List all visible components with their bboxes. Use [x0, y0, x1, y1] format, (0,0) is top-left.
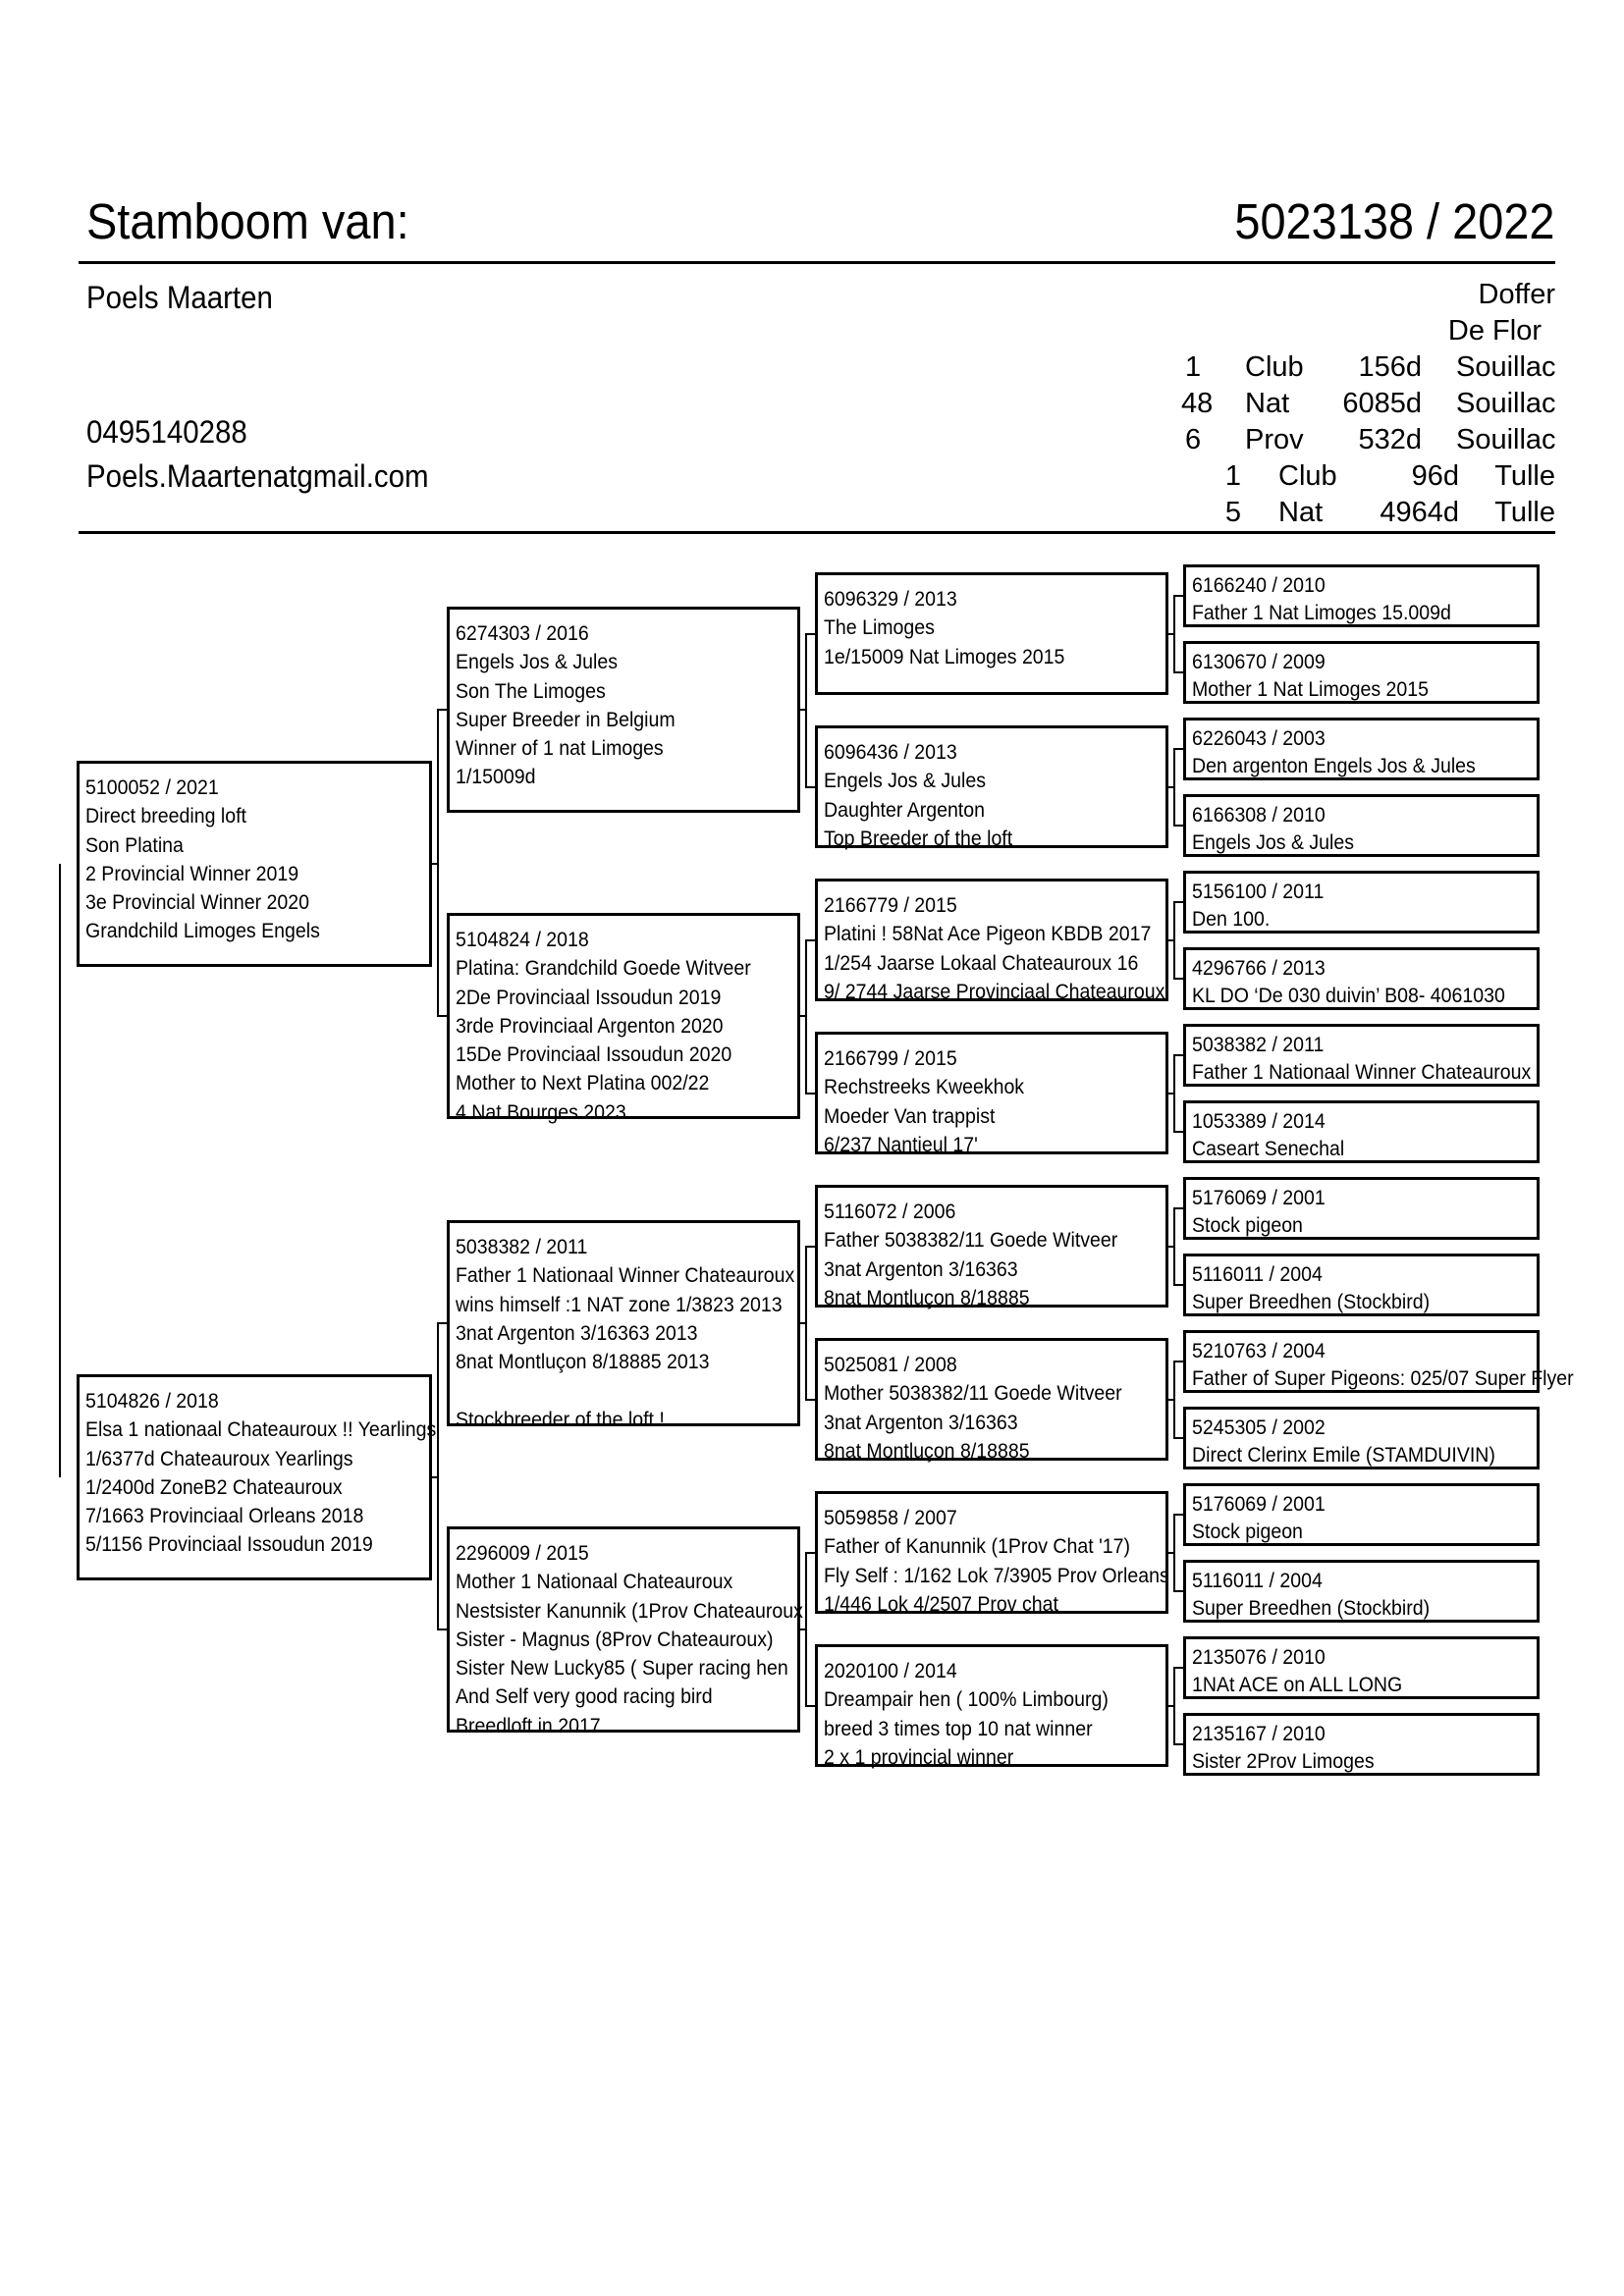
connector-tick — [437, 1322, 447, 1324]
connector-tick — [1173, 901, 1183, 903]
result-race: Tulle — [1494, 460, 1555, 492]
card-line: Mother 1 Nationaal Chateauroux — [456, 1571, 733, 1594]
ring-number: 2135167 / 2010 — [1192, 1723, 1326, 1745]
card-line: 3rde Provinciaal Argenton 2020 — [456, 1014, 724, 1038]
card-line: 3nat Argenton 3/16363 — [824, 1411, 1018, 1434]
ring-number: 6096436 / 2013 — [824, 741, 957, 764]
card-line: Rechstreeks Kweekhok — [824, 1076, 1025, 1099]
card-line: 2 x 1 provincial winner — [824, 1745, 1014, 1769]
card-line: Winner of 1 nat Limoges — [456, 737, 664, 761]
card-line: breed 3 times top 10 nat winner — [824, 1717, 1093, 1740]
result-level: Club — [1245, 351, 1304, 383]
result-place: 1 — [1224, 460, 1241, 492]
card-line: Platina: Grandchild Goede Witveer — [456, 957, 751, 981]
card-line: KL DO ‘De 030 duivin’ B08- 4061030 — [1192, 985, 1505, 1007]
pedigree-card-gen3[interactable] — [815, 1032, 1168, 1154]
ring-number: 5038382 / 2011 — [456, 1236, 588, 1258]
card-line: 8nat Montluçon 8/18885 — [824, 1286, 1030, 1309]
card-text — [824, 1504, 1195, 1619]
pedigree-card-gen4[interactable] — [1183, 1024, 1540, 1087]
pigeon-sex: Doffer — [1478, 279, 1555, 310]
pedigree-card-gen4[interactable] — [1183, 947, 1540, 1010]
card-text — [456, 619, 691, 792]
ring-number: 2020100 / 2014 — [824, 1660, 957, 1682]
card-text — [824, 738, 1027, 853]
connector-tick — [1173, 671, 1183, 673]
ring-number: 5025081 / 2008 — [824, 1354, 957, 1376]
owner-name: Poels Maarten — [86, 280, 273, 315]
pedigree-card-gen1[interactable] — [77, 761, 432, 967]
card-text — [824, 891, 1191, 1006]
card-line: 2 Provincial Winner 2019 — [85, 862, 299, 885]
result-race: Souillac — [1456, 424, 1556, 455]
connector-tick — [805, 1399, 815, 1401]
ring-number: 6274303 / 2016 — [456, 622, 589, 645]
connector-vertical — [805, 634, 807, 787]
connector-tick — [805, 1705, 815, 1707]
card-text — [1192, 1644, 1418, 1699]
card-text — [1192, 649, 1446, 704]
result-place: 48 — [1181, 388, 1214, 419]
card-text — [1192, 725, 1497, 780]
card-line: Father of Super Pigeons: 025/07 Super Flyer — [1192, 1367, 1574, 1390]
connector-tick — [1173, 1437, 1183, 1439]
card-line: Sister New Lucky85 ( Super racing hen — [456, 1657, 788, 1681]
pedigree-card-gen3[interactable] — [815, 1185, 1168, 1308]
ring-number: 5176069 / 2001 — [1192, 1493, 1326, 1516]
card-line: Sister 2Prov Limoges — [1192, 1750, 1375, 1773]
ring-number: 5210763 / 2004 — [1192, 1340, 1326, 1362]
ring-number: 6166240 / 2010 — [1192, 574, 1326, 597]
card-line: 1/6377d Chateauroux Yearlings — [85, 1447, 353, 1470]
page-title: Stamboom van: — [86, 193, 409, 249]
card-line: Den 100. — [1192, 908, 1271, 931]
ring-number: 5100052 / 2021 — [85, 776, 219, 799]
card-line: 3nat Argenton 3/16363 2013 — [456, 1321, 698, 1345]
result-race: Souillac — [1456, 351, 1556, 383]
card-line — [456, 1376, 794, 1405]
connector-vertical — [1173, 749, 1175, 826]
card-line: 15De Provinciaal Issoudun 2020 — [456, 1043, 732, 1067]
card-line: Son The Limoges — [456, 679, 606, 703]
card-line: Platini ! 58Nat Ace Pigeon KBDB 2017 — [824, 923, 1152, 946]
pedigree-card-gen4[interactable] — [1183, 1483, 1540, 1546]
card-line: Super Breedhen (Stockbird) — [1192, 1291, 1431, 1313]
connector-tick — [805, 1552, 815, 1554]
connector-tick — [437, 709, 447, 711]
card-line: 4 Nat Bourges 2023 — [456, 1100, 626, 1124]
card-line: The Limoges — [824, 616, 935, 640]
pedigree-card-gen3[interactable] — [815, 725, 1168, 848]
card-text — [1192, 1261, 1447, 1316]
pedigree-card-gen4[interactable] — [1183, 1636, 1540, 1699]
ring-number: 5104826 / 2018 — [85, 1390, 219, 1413]
ring-number: 5104824 / 2018 — [456, 929, 589, 951]
pedigree-card-gen2[interactable] — [447, 913, 800, 1124]
pedigree-card-gen4[interactable] — [1183, 1254, 1540, 1316]
card-line: Super Breedhen (Stockbird) — [1192, 1597, 1431, 1620]
ring-number: 5176069 / 2001 — [1192, 1187, 1326, 1209]
card-line: 2De Provinciaal Issoudun 2019 — [456, 986, 722, 1009]
card-text — [1192, 1568, 1447, 1623]
result-row — [0, 349, 1624, 386]
card-text — [1192, 1491, 1335, 1546]
card-text — [1192, 955, 1529, 1010]
card-line: 3nat Argenton 3/16363 — [824, 1257, 1018, 1281]
card-line: Dreampair hen ( 100% Limbourg) — [824, 1688, 1109, 1712]
card-line: 8nat Montluçon 8/18885 2013 — [456, 1351, 710, 1374]
result-level: Prov — [1245, 424, 1304, 455]
connector-tick — [437, 1629, 447, 1630]
connector-vertical — [437, 1323, 439, 1629]
owner-email: Poels.Maartenatgmail.com — [86, 458, 429, 494]
ring-number: 1053389 / 2014 — [1192, 1110, 1326, 1133]
card-line: Direct Clerinx Emile (STAMDUIVIN) — [1192, 1444, 1495, 1467]
pedigree-card-gen4[interactable] — [1183, 1100, 1540, 1163]
card-text — [1192, 879, 1333, 934]
ring-number: 5245305 / 2002 — [1192, 1416, 1326, 1439]
pedigree-card-gen3[interactable] — [815, 879, 1168, 1001]
card-line: And Self very good racing bird — [456, 1685, 713, 1709]
ring-number: 5116072 / 2006 — [824, 1201, 956, 1223]
info-divider — [79, 531, 1555, 534]
connector-tick — [1173, 1207, 1183, 1209]
pedigree-card-gen2[interactable] — [447, 1526, 803, 1737]
result-level: Nat — [1278, 497, 1324, 528]
connector-vertical — [805, 1247, 807, 1400]
card-line: Father 1 Nationaal Winner Chateauroux — [1192, 1061, 1532, 1084]
card-line: Mother 5038382/11 Goede Witveer — [824, 1382, 1122, 1406]
card-line: Father 1 Nat Limoges 15.009d — [1192, 602, 1451, 624]
pedigree-card-gen4[interactable] — [1183, 1330, 1574, 1393]
card-text — [1192, 1032, 1556, 1087]
card-line: 8nat Montluçon 8/18885 — [824, 1439, 1030, 1463]
connector-tick — [805, 786, 815, 788]
card-text — [824, 585, 1083, 671]
card-line: Elsa 1 nationaal Chateauroux !! Yearlings — [85, 1418, 437, 1442]
card-text — [1192, 1185, 1335, 1240]
connector-tick — [1173, 748, 1183, 750]
result-place: 6 — [1185, 424, 1202, 455]
card-text — [85, 774, 338, 946]
pedigree-card-gen4[interactable] — [1183, 1177, 1540, 1240]
connector-vertical — [1173, 1668, 1175, 1744]
pedigree-card-gen4[interactable] — [1183, 564, 1540, 627]
card-text — [824, 1657, 1130, 1772]
card-line: 1NAt ACE on ALL LONG — [1192, 1674, 1403, 1696]
ring-number: 5116011 / 2004 — [1192, 1263, 1323, 1286]
connector-tick — [1173, 1667, 1183, 1669]
card-line: 1/15009d — [456, 766, 536, 789]
ring-number: 2135076 / 2010 — [1192, 1646, 1326, 1669]
card-line: Stockbreeder of the loft ! — [456, 1408, 665, 1431]
pedigree-card-gen4[interactable] — [1183, 1407, 1540, 1469]
result-level: Nat — [1245, 388, 1290, 419]
connector-vertical — [1173, 1208, 1175, 1285]
pedigree-card-gen4[interactable] — [1183, 1713, 1540, 1776]
card-text — [1192, 1108, 1356, 1163]
result-level: Club — [1278, 460, 1337, 492]
connector-vertical — [1173, 1055, 1175, 1132]
connector-tick — [1173, 1743, 1183, 1745]
pigeon-name: De Flor — [1447, 315, 1542, 347]
card-text — [824, 1351, 1144, 1466]
connector-vertical — [1173, 902, 1175, 979]
connector-vertical — [1173, 1362, 1175, 1438]
card-line: Grandchild Limoges Engels — [85, 920, 320, 943]
pedigree-card-gen2[interactable] — [447, 1220, 800, 1431]
card-line: Engels Jos & Jules — [456, 651, 619, 674]
ring-number: 5059858 / 2007 — [824, 1507, 957, 1529]
result-entries: 96d — [1411, 460, 1459, 492]
card-text — [1192, 1338, 1602, 1393]
ring-number: 6166308 / 2010 — [1192, 804, 1326, 827]
connector-tick — [1173, 1361, 1183, 1362]
card-line: Stock pigeon — [1192, 1521, 1303, 1543]
card-line: Mother to Next Platina 002/22 — [456, 1072, 710, 1095]
pedigree-card-gen4[interactable] — [1183, 718, 1540, 780]
connector-tick — [1173, 595, 1183, 597]
connector-tick — [1173, 1590, 1183, 1592]
card-text — [456, 1539, 830, 1740]
card-line: Daughter Argenton — [824, 798, 985, 822]
result-row — [0, 495, 1624, 531]
card-line: 9/ 2744 Jaarse Provinciaal Chateauroux — [824, 980, 1165, 1003]
card-line: Engels Jos & Jules — [1192, 831, 1355, 854]
card-line: Nestsister Kanunnik (1Prov Chateauroux — [456, 1599, 803, 1623]
pedigree-card-gen1[interactable] — [77, 1374, 437, 1580]
ring-number: 2296009 / 2015 — [456, 1542, 589, 1565]
card-line: Moeder Van trappist — [824, 1104, 996, 1128]
result-race: Tulle — [1494, 497, 1555, 528]
result-entries: 532d — [1358, 424, 1422, 455]
pedigree-card-gen4[interactable] — [1183, 871, 1540, 934]
connector-tick — [1173, 1054, 1183, 1056]
owner-phone: 0495140288 — [86, 414, 247, 450]
pedigree-card-gen3[interactable] — [815, 572, 1168, 695]
connector-tick — [1173, 1131, 1183, 1133]
card-line: Caseart Senechal — [1192, 1138, 1345, 1160]
result-row — [0, 386, 1624, 422]
pedigree-card-gen4[interactable] — [1183, 794, 1540, 857]
card-line: 1/254 Jaarse Lokaal Chateauroux 16 — [824, 951, 1139, 975]
connector-tick — [805, 1093, 815, 1095]
connector-tick — [1173, 1284, 1183, 1286]
connector-tick — [805, 633, 815, 635]
card-text — [85, 1387, 462, 1560]
card-line: 7/1663 Provinciaal Orleans 2018 — [85, 1505, 364, 1528]
pedigree-card-gen4[interactable] — [1183, 641, 1540, 704]
connector-tick — [1173, 825, 1183, 827]
connector-vertical — [805, 1553, 807, 1706]
pedigree-card-gen2[interactable] — [447, 607, 800, 813]
card-line: Fly Self : 1/162 Lok 7/3905 Prov Orleans — [824, 1564, 1169, 1587]
card-text — [456, 926, 773, 1127]
connector-tick — [805, 1246, 815, 1248]
card-line: Den argenton Engels Jos & Jules — [1192, 755, 1476, 777]
card-line: Super Breeder in Belgium — [456, 708, 676, 731]
ring-number: 4296766 / 2013 — [1192, 957, 1326, 980]
ring-number: 6096329 / 2013 — [824, 588, 957, 611]
result-place: 5 — [1224, 497, 1241, 528]
card-text — [1192, 572, 1471, 627]
connector-vertical — [437, 710, 439, 1016]
card-line: Mother 1 Nat Limoges 2015 — [1192, 678, 1430, 701]
connector-vertical — [1173, 596, 1175, 672]
result-entries: 4964d — [1380, 497, 1459, 528]
result-place: 1 — [1185, 351, 1202, 383]
result-entries: 156d — [1358, 351, 1422, 383]
card-line: 6/237 Nantieul 17' — [824, 1133, 978, 1156]
ring-number: 5038382 / 2011 — [1192, 1034, 1325, 1056]
pedigree-card-gen3[interactable] — [815, 1644, 1168, 1767]
ring-number: 5156100 / 2011 — [1192, 881, 1325, 903]
ring-number: 5116011 / 2004 — [1192, 1570, 1323, 1592]
card-line: 1/446 Lok 4/2507 Prov chat — [824, 1592, 1058, 1616]
root-connector — [59, 864, 61, 1477]
result-row — [0, 422, 1624, 458]
ring-number: 5023138 / 2022 — [1234, 193, 1555, 249]
card-line: Son Platina — [85, 833, 184, 857]
card-text — [1192, 1721, 1388, 1776]
card-line: Father 1 Nationaal Winner Chateauroux — [456, 1264, 795, 1288]
card-text — [824, 1044, 1039, 1159]
ring-number: 2166779 / 2015 — [824, 894, 957, 917]
pedigree-card-gen4[interactable] — [1183, 1560, 1540, 1623]
connector-vertical — [805, 940, 807, 1094]
card-line: Father 5038382/11 Goede Witveer — [824, 1229, 1118, 1253]
connector-vertical — [1173, 1515, 1175, 1591]
result-row — [0, 458, 1624, 495]
card-line: Direct breeding loft — [85, 805, 246, 828]
card-text — [1192, 802, 1366, 857]
card-line: Sister - Magnus (8Prov Chateauroux) — [456, 1628, 774, 1651]
card-line: Stock pigeon — [1192, 1214, 1303, 1237]
connector-tick — [1173, 978, 1183, 980]
card-text — [1192, 1415, 1518, 1469]
card-text — [456, 1233, 820, 1434]
card-line: 1e/15009 Nat Limoges 2015 — [824, 645, 1065, 668]
connector-tick — [437, 1015, 447, 1017]
connector-tick — [805, 939, 815, 941]
result-race: Souillac — [1456, 388, 1556, 419]
card-line: Top Breeder of the loft — [824, 827, 1013, 850]
card-line: Father of Kanunnik (1Prov Chat '17) — [824, 1535, 1131, 1559]
card-text — [824, 1198, 1140, 1312]
result-entries: 6085d — [1342, 388, 1422, 419]
card-line: 5/1156 Provinciaal Issoudun 2019 — [85, 1533, 373, 1557]
ring-number: 2166799 / 2015 — [824, 1047, 957, 1070]
ring-number: 6130670 / 2009 — [1192, 651, 1326, 673]
pedigree-card-gen3[interactable] — [815, 1491, 1168, 1614]
connector-tick — [1173, 1514, 1183, 1516]
card-line: Engels Jos & Jules — [824, 770, 987, 793]
ring-number: 6226043 / 2003 — [1192, 727, 1326, 750]
header-divider — [79, 261, 1555, 264]
card-line: 1/2400d ZoneB2 Chateauroux — [85, 1475, 343, 1499]
card-line: wins himself :1 NAT zone 1/3823 2013 — [456, 1293, 783, 1316]
card-line: 3e Provincial Winner 2020 — [85, 891, 309, 915]
card-line: Breedloft in 2017 — [456, 1714, 601, 1737]
pedigree-card-gen3[interactable] — [815, 1338, 1168, 1461]
